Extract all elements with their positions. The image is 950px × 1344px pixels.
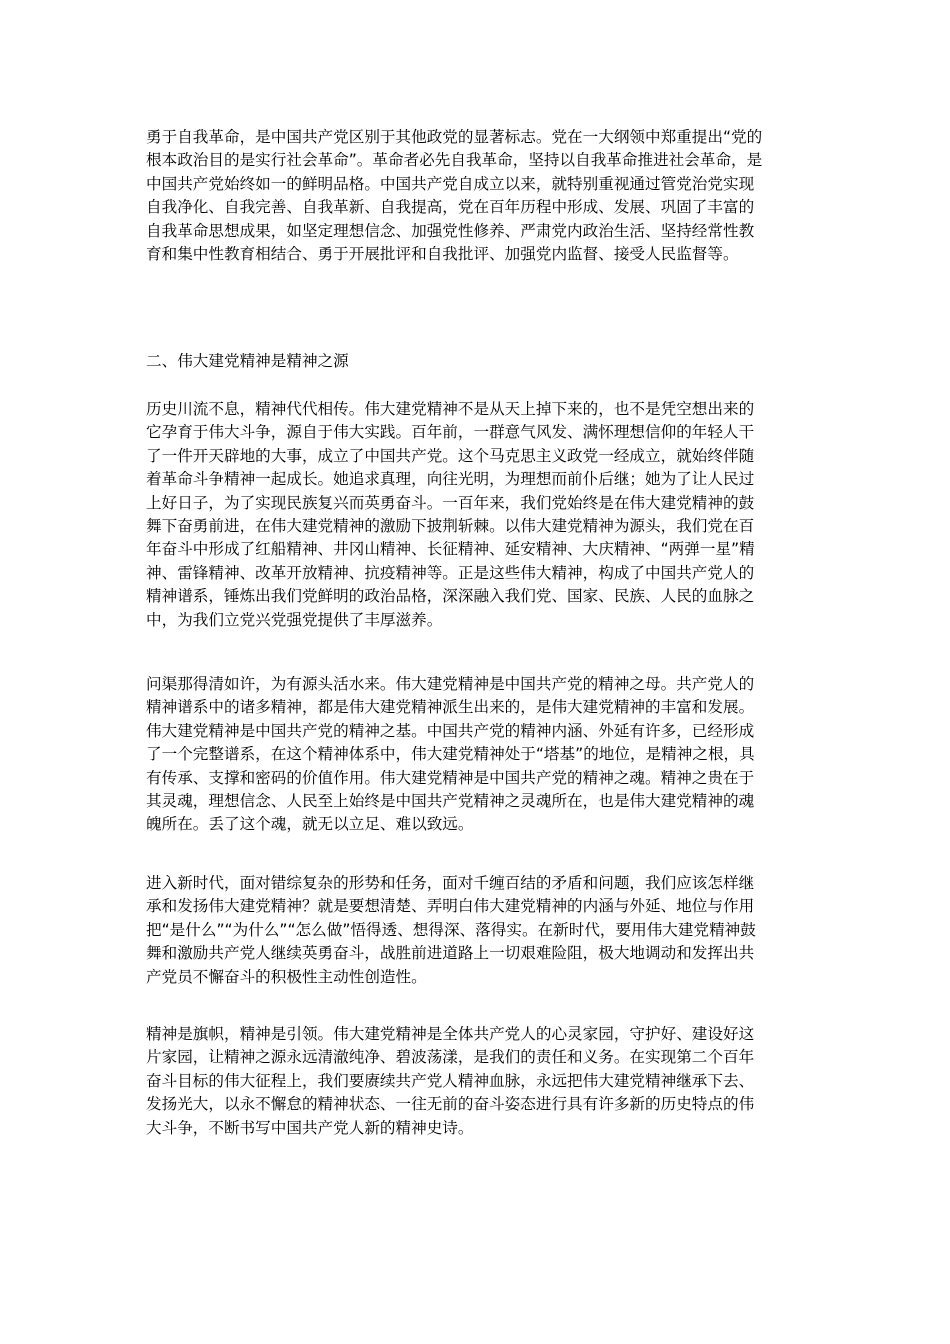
paragraph-line: 产党员不懈奋斗的积极性主动性创造性。 [146, 967, 427, 986]
paragraph-line: 了一件开天辟地的大事，成立了中国共产党。这个马克思主义政党一经成立，就始终伴随 [146, 446, 755, 465]
paragraph-line: 精神谱系中的诸多精神，都是伟大建党精神派生出来的，是伟大建党精神的丰富和发展。 [146, 698, 755, 717]
paragraph-line: 魄所在。丢了这个魂，就无以立足、难以致远。 [146, 815, 474, 834]
paragraph-line: 其灵魂，理想信念、人民至上始终是中国共产党精神之灵魂所在，也是伟大建党精神的魂 [146, 791, 755, 810]
paragraph-line: 奋斗目标的伟大征程上，我们要赓续共产党人精神血脉，永远把伟大建党精神继承下去、 [146, 1071, 755, 1090]
paragraph-line: 有传承、支撑和密码的价值作用。伟大建党精神是中国共产党的精神之魂。精神之贵在于 [146, 768, 755, 787]
paragraph-2 [146, 673, 810, 837]
paragraph-line: 中，为我们立党兴党强党提供了丰厚滋养。 [146, 610, 443, 629]
paragraph-line: 舞下奋勇前进，在伟大建党精神的激励下披荆斩棘。以伟大建党精神为源头，我们党在百 [146, 516, 755, 535]
paragraph-line: 自我净化、自我完善、自我革新、自我提高，党在百年历程中形成、发展、巩固了丰富的 [146, 198, 755, 217]
paragraph-line: 舞和激励共产党人继续英勇奋斗，战胜前进道路上一切艰难险阻，极大地调动和发挥出共 [146, 944, 755, 963]
paragraph-line: 伟大建党精神是中国共产党的精神之基。中国共产党的精神内涵、外延有许多，已经形成 [146, 721, 755, 740]
paragraph-line: 问渠那得清如许，为有源头活水来。伟大建党精神是中国共产党的精神之母。共产党人的 [146, 675, 755, 693]
paragraph-line: 它孕育于伟大斗争，源自于伟大实践。百年前，一群意气风发、满怀理想信仰的年轻人干 [146, 423, 755, 442]
paragraph-line: 发扬光大，以永不懈怠的精神状态、一往无前的奋斗姿态进行具有许多新的历史特点的伟 [146, 1095, 755, 1114]
paragraph-line: 着革命斗争精神一起成长。她追求真理，向往光明，为理想而前仆后继；她为了让人民过 [146, 470, 755, 489]
paragraph-line: 精神是旗帜，精神是引领。伟大建党精神是全体共产党人的心灵家园，守护好、建设好这 [146, 1025, 755, 1043]
paragraph-4 [146, 1023, 810, 1140]
paragraph-line: 年奋斗中形成了红船精神、井冈山精神、长征精神、延安精神、大庆精神、“两弹一星”精 [146, 540, 755, 559]
paragraph-line: 根本政治目的是实行社会革命”。革命者必先自我革命，坚持以自我革命推进社会革命，是 [146, 151, 763, 170]
section-heading-block [146, 350, 810, 373]
intro-paragraph [146, 126, 810, 266]
paragraph-line: 承和发扬伟大建党精神？就是要想清楚、弄明白伟大建党精神的内涵与外延、地位与作用 [146, 897, 755, 916]
paragraph-line: 历史川流不息，精神代代相传。伟大建党精神不是从天上掉下来的，也不是凭空想出来的 [146, 400, 755, 418]
paragraph-line: 大斗争，不断书写中国共产党人新的精神史诗。 [146, 1118, 474, 1137]
paragraph-line: 把“是什么”“为什么”“怎么做”悟得透、想得深、落得实。在新时代，要用伟大建党精神鼓 [146, 920, 756, 939]
paragraph-line: 中国共产党始终如一的鲜明品格。中国共产党自成立以来，就特别重视通过管党治党实现 [146, 174, 755, 193]
paragraph-line: 上好日子，为了实现民族复兴而英勇奋斗。一百年来，我们党始终是在伟大建党精神的鼓 [146, 493, 755, 512]
paragraph-1 [146, 398, 810, 632]
section-heading: 二、伟大建党精神是精神之源 [146, 352, 349, 370]
paragraph-line: 了一个完整谱系，在这个精神体系中，伟大建党精神处于“塔基”的地位，是精神之根，具 [146, 745, 755, 764]
paragraph-line: 勇于自我革命，是中国共产党区别于其他政党的显著标志。党在一大纲领中郑重提出“党的 [146, 128, 763, 146]
paragraph-line: 片家园，让精神之源永远清澈纯净、碧波荡漾，是我们的责任和义务。在实现第二个百年 [146, 1048, 755, 1067]
paragraph-line: 进入新时代，面对错综复杂的形势和任务，面对千缠百结的矛盾和问题，我们应该怎样继 [146, 874, 755, 892]
paragraph-line: 神、雷锋精神、改革开放精神、抗疫精神等。正是这些伟大精神，构成了中国共产党人的 [146, 563, 755, 582]
paragraph-line: 精神谱系，锤炼出我们党鲜明的政治品格，深深融入我们党、国家、民族、人民的血脉之 [146, 587, 755, 606]
paragraph-line: 育和集中性教育相结合、勇于开展批评和自我批评、加强党内监督、接受人民监督等。 [146, 244, 739, 263]
paragraph-line: 自我革命思想成果，如坚定理想信念、加强党性修养、严肃党内政治生活、坚持经常性教 [146, 221, 755, 240]
paragraph-3 [146, 872, 810, 989]
